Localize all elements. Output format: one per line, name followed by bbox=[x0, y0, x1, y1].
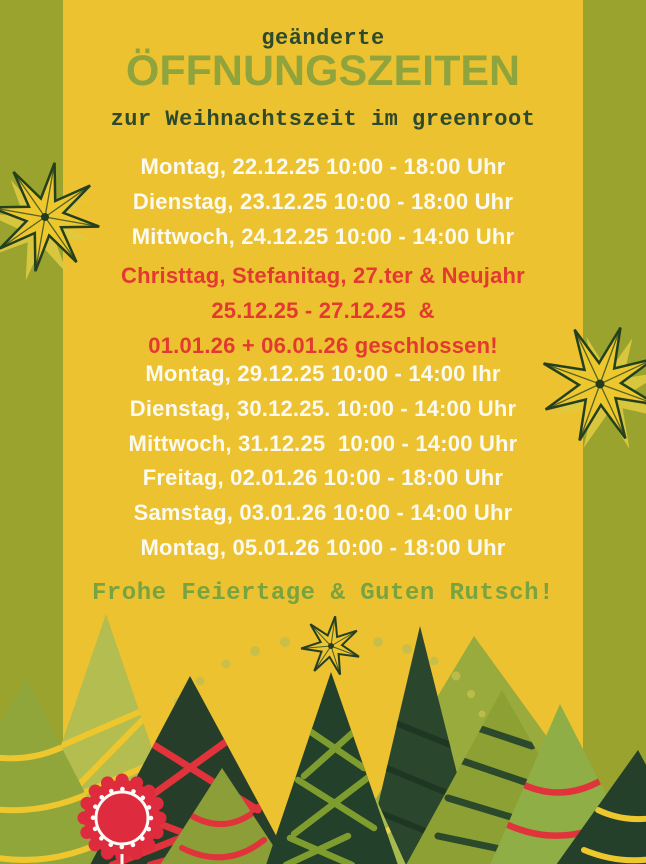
closed-line: 25.12.25 - 27.12.25 & bbox=[211, 297, 435, 323]
schedule-line: Mittwoch, 24.12.25 10:00 - 14:00 Uhr bbox=[131, 223, 515, 249]
schedule-open-before bbox=[0, 150, 646, 254]
closed-line: Christtag, Stefanitag, 27.ter & Neujahr bbox=[121, 263, 525, 288]
schedule-line: Dienstag, 30.12.25. 10:00 - 14:00 Uhr bbox=[129, 395, 517, 421]
schedule-open-after bbox=[0, 357, 646, 566]
greeting-text: Frohe Feiertage & Guten Rutsch! bbox=[92, 580, 554, 607]
subtitle-text: zur Weihnachtszeit im greenroot bbox=[110, 107, 536, 132]
closed-line: 01.01.26 + 06.01.26 geschlossen! bbox=[148, 332, 498, 358]
schedule-line: Samstag, 03.01.26 10:00 - 14:00 Uhr bbox=[133, 500, 513, 526]
kicker-text: geänderte bbox=[261, 26, 385, 51]
schedule-line: Montag, 22.12.25 10:00 - 18:00 Uhr bbox=[140, 154, 506, 179]
poster-title: ÖFFNUNGSZEITEN bbox=[125, 47, 521, 95]
christmas-tree-with-star bbox=[266, 616, 398, 864]
schedule-line: Mittwoch, 31.12.25 10:00 - 14:00 Uhr bbox=[128, 430, 518, 456]
schedule-line: Montag, 29.12.25 10:00 - 14:00 Ihr bbox=[145, 361, 501, 386]
schedule-line: Freitag, 02.01.26 10:00 - 18:00 Uhr bbox=[142, 465, 504, 491]
schedule-line: Montag, 05.01.26 10:00 - 18:00 Uhr bbox=[140, 534, 506, 560]
christmas-trees-illustration bbox=[0, 602, 646, 864]
schedule-line: Dienstag, 23.12.25 10:00 - 18:00 Uhr bbox=[132, 188, 514, 214]
star-topper-center bbox=[328, 643, 334, 649]
closed-notice bbox=[0, 259, 646, 363]
